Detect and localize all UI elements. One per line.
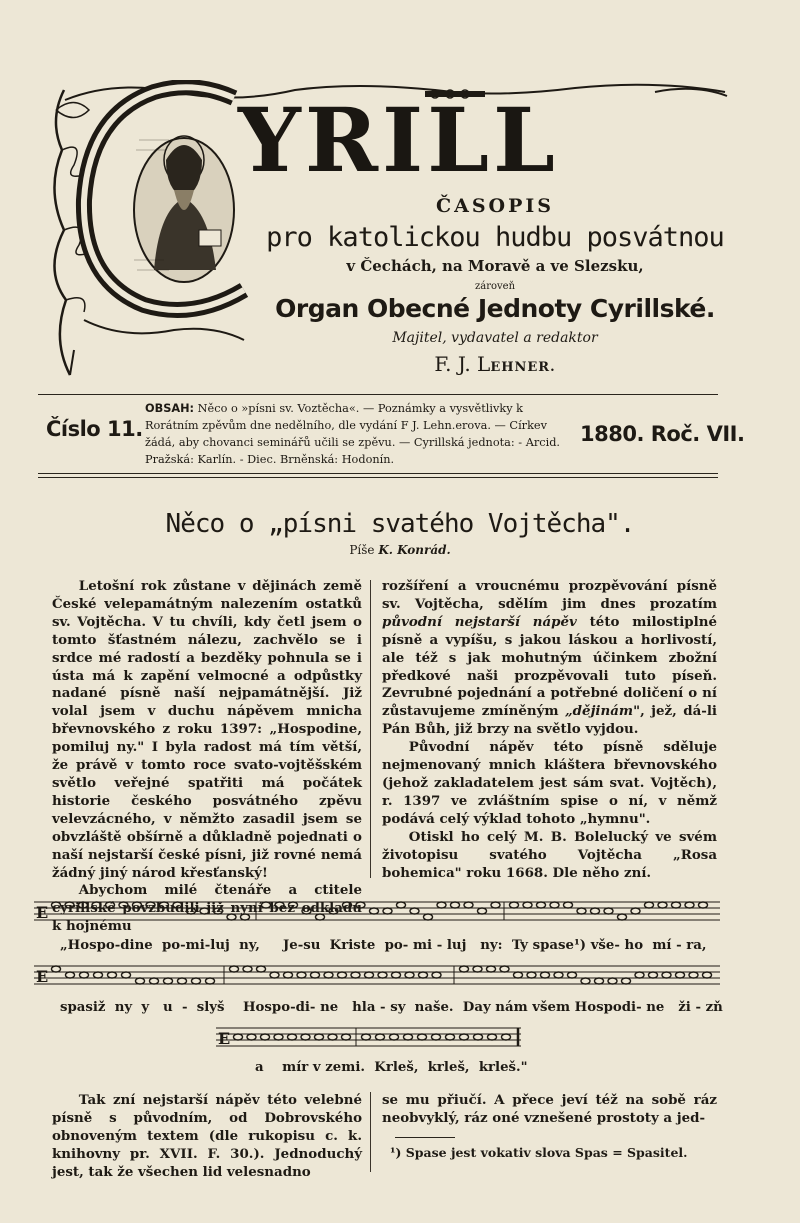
paragraph: Otiskl ho celý M. B. Bolelucký ve svém životopisu svatého Vojtěcha „Rosa bohemica" roku 1668. Dle něho zní. xyxy=(382,828,717,881)
note-head xyxy=(289,902,298,908)
ornamental-initial-c xyxy=(44,80,254,380)
note-head xyxy=(160,902,169,908)
note-head xyxy=(324,972,333,978)
masthead-region: v Čechách, na Moravě a ve Slezsku, xyxy=(346,257,644,275)
note-head xyxy=(608,978,617,984)
article-title: Něco o „písni svatého Vojtěcha". xyxy=(165,509,635,539)
note-head xyxy=(173,902,182,908)
column-rule xyxy=(370,580,371,878)
note-head xyxy=(187,908,196,914)
note-head xyxy=(514,972,523,978)
note-head xyxy=(164,978,173,984)
masthead-owner-label: Majitel, vydavatel a redaktor xyxy=(392,330,598,346)
note-head xyxy=(537,902,546,908)
note-head xyxy=(645,902,654,908)
note-head xyxy=(275,902,284,908)
note-head xyxy=(297,972,306,978)
note-head xyxy=(351,972,360,978)
note-head xyxy=(564,902,573,908)
divider xyxy=(38,477,718,478)
note-head xyxy=(662,972,671,978)
lyrics-line-1: „Hospo-dine po-mi-luj ny, Je-su Kriste po- mi - luj ny: Ty spase¹) vše- ho mí - ra, xyxy=(60,938,707,953)
note-head xyxy=(342,1034,351,1040)
note-head xyxy=(133,902,142,908)
emphasis: „dějinám" xyxy=(564,703,641,720)
note-head xyxy=(261,1034,270,1040)
note-head xyxy=(329,908,338,914)
note-head xyxy=(672,902,681,908)
note-head xyxy=(370,908,379,914)
footnote-rule xyxy=(395,1137,455,1138)
paragraph: se mu přiučí. A přece jeví též na sobě ráz neobvyklý, ráz oné vznešené prostoty a jed- xyxy=(382,1092,717,1126)
note-head xyxy=(689,972,698,978)
masthead-organ: Organ Obecné Jednoty Cyrillské. xyxy=(275,294,715,323)
issue-number: Číslo 11. xyxy=(46,417,143,441)
note-head xyxy=(79,902,88,908)
lyrics-line-2: spasiž ny y u - slyš Hospo-di- ne hla - sy naše. Day nám všem Hospodi- ne ži - zň xyxy=(60,1000,723,1015)
toc-text: Něco o »písni sv. Voztěcha«. — Poznámky a vysvětlivky k Rorátním zpěvům dne nedělního, dle vydání F J. Lehn.erova. — Církev žádá, aby chovanci seminářů učili se zpěvu. — Cyrillská jednota: - Arcid. Pražská: Karlín. - Diec. Brněnská: Hodonín. xyxy=(145,402,561,466)
note-head xyxy=(92,902,101,908)
issue-year: 1880. Roč. VII. xyxy=(580,422,745,446)
note-head xyxy=(378,972,387,978)
note-head xyxy=(390,1034,399,1040)
article-byline: Píše K. Konrád. xyxy=(349,543,451,557)
footnote xyxy=(390,1145,720,1160)
paragraph: Původní nápěv této písně sděluje nejmenovaný mnich kláštera břevnovského (jehož zakladatelem jest sám svat. Vojtěch), r. 1397 ve zvláštním spise o ní, v němž podává celý výklad tohoto „hymnu". xyxy=(382,739,717,827)
note-head xyxy=(192,978,201,984)
note-head xyxy=(383,908,392,914)
article-column-left xyxy=(52,578,362,936)
note-head xyxy=(247,1034,256,1040)
paragraph: rozšíření a vroucnému prozpěvování písně sv. Vojtěcha, sdělím jim dnes prozatím původní nejstarší nápěv této milostiplné písně a vypíšu, s jakou láskou a horlivostí, ale též s jak mohutným účinkem zbožní předkové naši prozpěvovali tuto píseň. Zevrubné pojednání a potřebné doličení o ní zůstavujeme zmíněným „dějinám", jež, dá-li Pán Bůh, již brzy na světlo vyjdou. xyxy=(382,578,718,738)
note-head xyxy=(214,908,223,914)
music-staff-1 xyxy=(34,898,720,930)
toc-label: OBSAH: xyxy=(145,402,195,415)
note-head xyxy=(577,908,586,914)
divider xyxy=(38,394,718,395)
note-head xyxy=(52,966,61,972)
note-head xyxy=(392,972,401,978)
note-head xyxy=(703,972,712,978)
note-head xyxy=(397,902,406,908)
footnote-text: Spase jest vokativ slova Spas = Spasitel. xyxy=(405,1145,688,1160)
music-staff-3 xyxy=(216,1024,526,1054)
note-head xyxy=(284,972,293,978)
note-head xyxy=(65,902,74,908)
note-head xyxy=(343,902,352,908)
note-head xyxy=(288,1034,297,1040)
table-of-contents xyxy=(145,400,575,468)
note-head xyxy=(80,972,89,978)
note-head xyxy=(446,1034,455,1040)
article-column-right xyxy=(382,578,717,882)
note-head xyxy=(473,966,482,972)
note-head xyxy=(474,1034,483,1040)
note-head xyxy=(274,1034,283,1040)
note-head xyxy=(119,902,128,908)
paragraph: Abychom milé čtenáře a ctitele cyrillské povzbudili již nyní bez odkladu k hojnému xyxy=(52,882,362,935)
note-head xyxy=(699,902,708,908)
note-head xyxy=(136,978,145,984)
article-column-left-continued xyxy=(52,1092,362,1182)
note-head xyxy=(581,978,590,984)
note-head xyxy=(635,972,644,978)
note-head xyxy=(676,972,685,978)
note-head xyxy=(405,972,414,978)
paragraph: Letošní rok zůstane v dějinách země České velepamátným nalezením ostatků sv. Vojtěcha. V tu chvíli, kdy četl jsem o tomto šťastném nálezu, zachvělo se i srdce mé radostí a bezděky pohnula se i ústa má k zapění velmocné a odpůstky nadané písně naší nejpamátnější. Již volal jsem v duchu nápěvem mnicha břevnovského z roku 1397: „Hospodine, pomiluj ny." I byla radost má tím větší, že právě v tomto roce svato-vojtěšském světlo veřejné spatřiti má počátek historie českého posvátného zpěvu velevzácného, v němžto zasadil jsem se obvzláště obšírně a důkladně pojednati o naší nejstarší české písni, již rovné nemá žádný jiný národ křesťanský! xyxy=(52,578,362,881)
note-head xyxy=(94,972,103,978)
note-head xyxy=(404,1034,413,1040)
note-head xyxy=(478,908,487,914)
note-head xyxy=(356,902,365,908)
note-head xyxy=(206,978,215,984)
note-head xyxy=(146,902,155,908)
note-head xyxy=(618,914,627,920)
note-head xyxy=(376,1034,385,1040)
note-head xyxy=(554,972,563,978)
note-head xyxy=(464,902,473,908)
note-head xyxy=(631,908,640,914)
footnote-mark: ¹) xyxy=(390,1145,402,1160)
note-head xyxy=(488,1034,497,1040)
note-head xyxy=(150,978,159,984)
author-name: K. Konrád. xyxy=(378,543,451,557)
note-head xyxy=(243,966,252,972)
column-rule xyxy=(370,1092,371,1172)
note-head xyxy=(302,908,311,914)
music-staff-2 xyxy=(34,962,720,994)
emphasis: původní nejstarší nápěv xyxy=(382,613,577,630)
note-head xyxy=(591,908,600,914)
svg-text:E: E xyxy=(218,1029,231,1048)
note-head xyxy=(510,902,519,908)
lyrics-line-3: a mír v zemi. Krleš, krleš, krleš." xyxy=(255,1060,528,1075)
note-head xyxy=(270,972,279,978)
note-head xyxy=(685,902,694,908)
note-head xyxy=(491,902,500,908)
svg-text:E: E xyxy=(36,903,49,922)
note-head xyxy=(419,972,428,978)
divider xyxy=(38,473,718,474)
note-head xyxy=(502,1034,511,1040)
masthead-zaroven: zároveň xyxy=(474,281,516,292)
note-head xyxy=(52,902,61,908)
masthead-editor xyxy=(255,352,735,376)
note-head xyxy=(622,978,631,984)
article-column-right-continued xyxy=(382,1092,717,1128)
note-head xyxy=(451,902,460,908)
note-head xyxy=(122,972,131,978)
note-head xyxy=(658,902,667,908)
note-head xyxy=(523,902,532,908)
note-head xyxy=(568,972,577,978)
note-head xyxy=(328,1034,337,1040)
note-head xyxy=(108,972,117,978)
note-head xyxy=(500,966,509,972)
note-head xyxy=(227,914,236,920)
note-head xyxy=(604,908,613,914)
note-head xyxy=(106,902,115,908)
note-head xyxy=(595,978,604,984)
note-head xyxy=(315,1034,324,1040)
editor-initials: F. J. L xyxy=(434,352,491,376)
note-head xyxy=(432,972,441,978)
note-head xyxy=(338,972,347,978)
note-head xyxy=(66,972,75,978)
note-head xyxy=(234,1034,243,1040)
note-head xyxy=(410,908,419,914)
note-head xyxy=(424,914,433,920)
note-head xyxy=(257,966,266,972)
note-head xyxy=(365,972,374,978)
svg-text:E: E xyxy=(36,967,49,986)
note-head xyxy=(487,966,496,972)
note-head xyxy=(649,972,658,978)
editor-surname: EHNER. xyxy=(490,360,556,375)
masthead-casopis: ČASOPIS xyxy=(435,195,555,217)
note-head xyxy=(178,978,187,984)
paragraph: Tak zní nejstarší nápěv této velebné písně s původním, od Dobrovského obnoveným textem (dle rukopisu c. k. knihovny pr. XVII. F. 30.). Jednoduchý jest, tak že všechen lid velesnadno xyxy=(52,1092,362,1180)
masthead-title: YRILL xyxy=(238,88,559,192)
note-head xyxy=(262,902,271,908)
note-head xyxy=(230,966,239,972)
note-head xyxy=(241,914,250,920)
note-head xyxy=(432,1034,441,1040)
note-head xyxy=(460,1034,469,1040)
note-head xyxy=(362,1034,371,1040)
note-head xyxy=(437,902,446,908)
note-head xyxy=(311,972,320,978)
note-head xyxy=(301,1034,310,1040)
note-head xyxy=(418,1034,427,1040)
note-head xyxy=(541,972,550,978)
note-head xyxy=(527,972,536,978)
note-head xyxy=(550,902,559,908)
masthead-subtitle: pro katolickou hudbu posvátnou xyxy=(266,222,724,253)
note-head xyxy=(200,908,209,914)
note-head xyxy=(316,914,325,920)
note-head xyxy=(460,966,469,972)
